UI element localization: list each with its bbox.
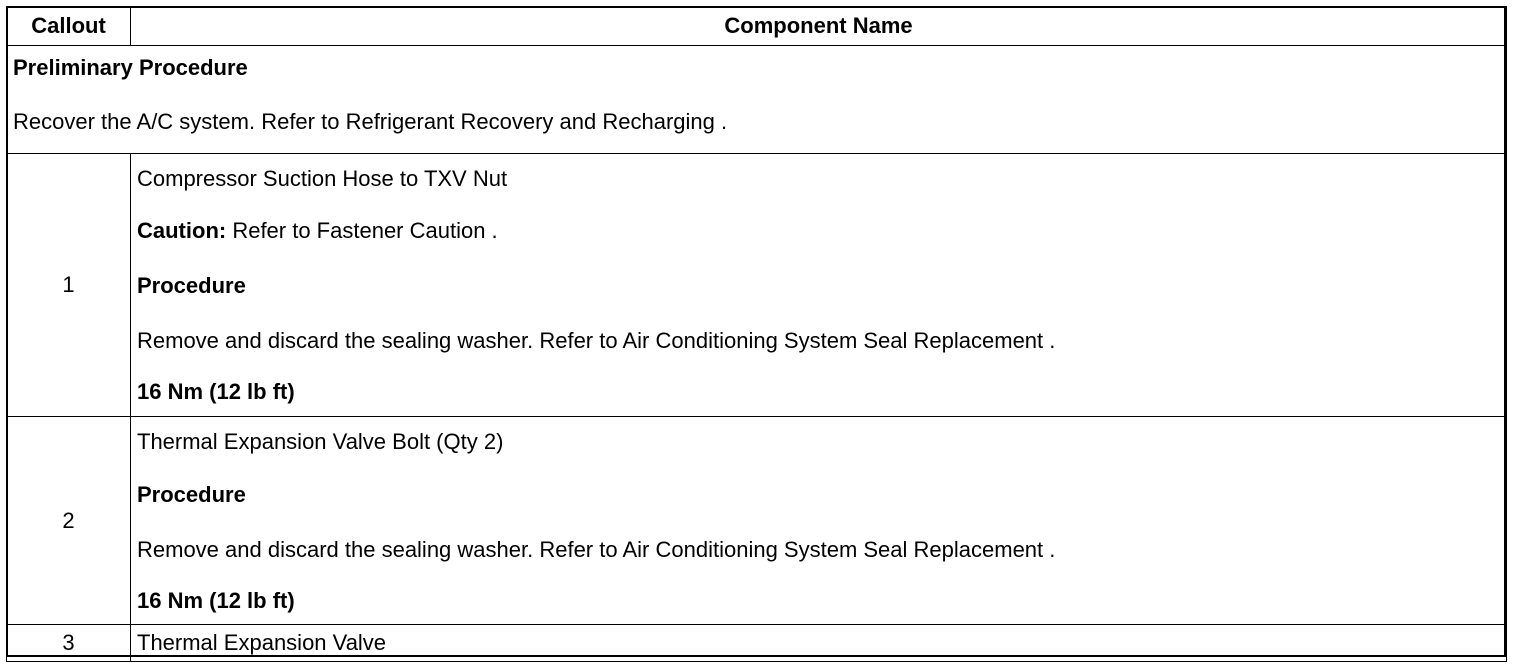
component-name: Thermal Expansion Valve Bolt (Qty 2) [137,429,504,454]
preliminary-title: Preliminary Procedure [13,55,248,80]
table-border [6,6,1506,657]
procedure-text: Remove and discard the sealing washer. Refer to Air Conditioning System Seal Replacement . [137,537,1056,562]
preliminary-text: Recover the A/C system. Refer to Refrigerant Recovery and Recharging . [13,109,728,134]
callout-header: Callout [7,7,131,46]
torque-spec: 16 Nm (12 lb ft) [137,379,295,404]
caution-text: Refer to Fastener Caution . [226,218,498,243]
callout-number: 2 [7,417,131,625]
callout-number: 1 [7,154,131,417]
procedure-text: Remove and discard the sealing washer. Refer to Air Conditioning System Seal Replacement . [137,328,1056,353]
caution-label: Caution: [137,218,227,243]
torque-spec: 16 Nm (12 lb ft) [137,588,295,613]
procedure-label: Procedure [137,273,246,298]
procedure-label: Procedure [137,482,246,507]
callout-number: 3 [7,625,131,662]
component-name: Thermal Expansion Valve [137,630,387,655]
component-name: Compressor Suction Hose to TXV Nut [137,166,508,191]
component-name-header: Component Name [131,7,1507,46]
